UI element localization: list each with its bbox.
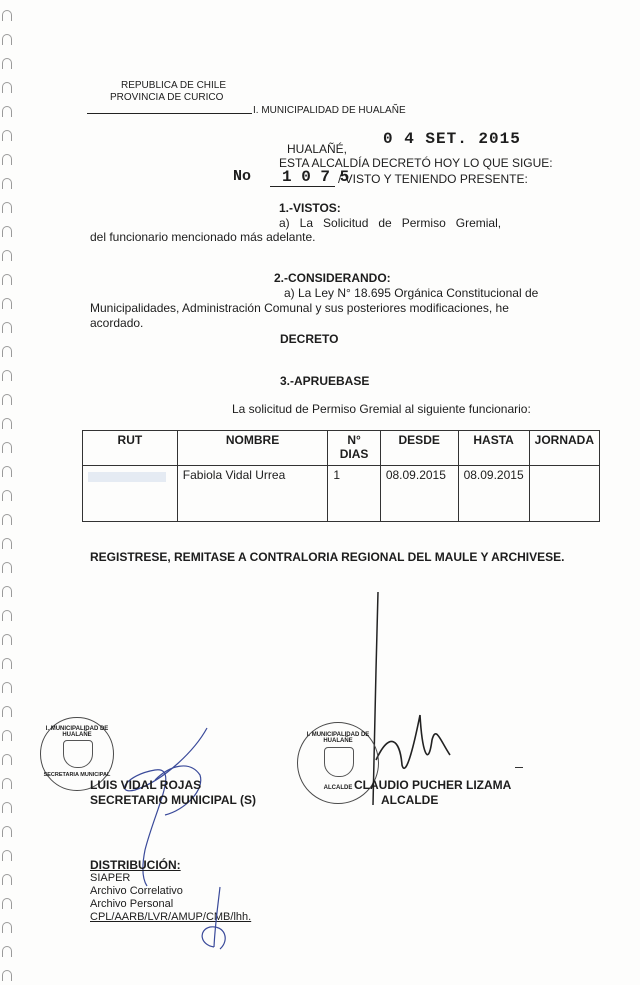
secretario-name: LUIS VIDAL ROJAS (90, 778, 202, 792)
col-dias: N° DIAS (328, 431, 380, 466)
cell-nombre: Fabiola Vidal Urrea (177, 466, 328, 522)
binder-hole (2, 514, 12, 525)
binder-hole (2, 658, 12, 669)
binder-hole (2, 106, 12, 117)
binder-hole (2, 490, 12, 501)
header-country: REPUBLICA DE CHILE (121, 80, 227, 91)
binder-hole (2, 154, 12, 165)
binder-hole (2, 970, 12, 981)
binder-hole (2, 826, 12, 837)
binder-hole (2, 946, 12, 957)
redacted-rut (88, 472, 166, 482)
binder-hole (2, 562, 12, 573)
table-row (83, 466, 600, 522)
binder-hole (2, 202, 12, 213)
considerando-line2: Municipalidades, Administración Comunal y sus posteriores modificaciones, he (90, 301, 509, 315)
col-desde: DESDE (380, 431, 458, 466)
binder-hole (2, 82, 12, 93)
binder-hole (2, 706, 12, 717)
binder-hole (2, 130, 12, 141)
binder-hole (2, 298, 12, 309)
binder-hole (2, 442, 12, 453)
decree-number-rule (270, 186, 335, 187)
binder-hole (2, 682, 12, 693)
distribucion-title: DISTRIBUCIÓN: (90, 858, 181, 872)
binder-holes (0, 0, 14, 985)
alcalde-title: ALCALDE (381, 793, 439, 807)
shield-emblem-icon (324, 747, 354, 777)
binder-hole (2, 898, 12, 909)
binder-hole (2, 778, 12, 789)
apruebase-title: 3.-APRUEBASE (280, 374, 370, 388)
apruebase-text: La solicitud de Permiso Gremial al siguiente funcionario: (232, 402, 531, 416)
considerando-title: 2.-CONSIDERANDO: (274, 271, 391, 285)
cell-hasta: 08.09.2015 (458, 466, 529, 522)
date-stamp: 0 4 SET. 2015 (383, 130, 521, 148)
distribucion-item: Archivo Personal (90, 898, 174, 910)
binder-hole (2, 10, 12, 21)
binder-hole (2, 274, 12, 285)
binder-hole (2, 802, 12, 813)
cell-jornada (529, 466, 599, 522)
binder-hole (2, 610, 12, 621)
considerando-line3: acordado. (90, 316, 144, 330)
cell-rut (83, 466, 178, 522)
decree-no-label: No (233, 168, 252, 185)
funcionario-table (82, 430, 600, 522)
binder-hole (2, 370, 12, 381)
col-hasta: HASTA (458, 431, 529, 466)
binder-hole (2, 874, 12, 885)
dash-mark (515, 767, 523, 768)
header-province: PROVINCIA DE CURICO (110, 92, 224, 103)
initials-scribble (190, 885, 250, 955)
binder-hole (2, 226, 12, 237)
distribucion-item: SIAPER (90, 872, 131, 884)
binder-hole (2, 586, 12, 597)
binder-hole (2, 754, 12, 765)
stamp-right-bottom: ALCALDE (323, 785, 353, 791)
decree-tail: / VISTO Y TENIENDO PRESENTE: (338, 172, 528, 186)
col-jornada: JORNADA (529, 431, 599, 466)
binder-hole (2, 418, 12, 429)
binder-hole (2, 634, 12, 645)
vistos-title: 1.-VISTOS: (279, 201, 341, 215)
cell-desde: 08.09.2015 (380, 466, 458, 522)
binder-hole (2, 178, 12, 189)
binder-hole (2, 34, 12, 45)
table-header-row (83, 431, 600, 466)
col-nombre: NOMBRE (177, 431, 328, 466)
decree-number: 1 0 7 5 (282, 168, 350, 186)
secretario-title: SECRETARIO MUNICIPAL (S) (90, 793, 257, 807)
binder-hole (2, 538, 12, 549)
vistos-line1: a) La Solicitud de Permiso Gremial, (279, 216, 502, 230)
header-municipality: I. MUNICIPALIDAD DE HUALAÑE (253, 105, 406, 116)
stamp-right-top: I. MUNICIPALIDAD DE HUALAÑE (306, 732, 370, 744)
binder-hole (2, 346, 12, 357)
place: HUALAÑÉ, (287, 142, 348, 156)
distribucion-item: CPL/AARB/LVR/AMUP/CMB/lhh. (90, 911, 252, 923)
stamp-left-bottom: SECRETARIA MUNICIPAL (43, 772, 111, 778)
binder-hole (2, 850, 12, 861)
binder-hole (2, 730, 12, 741)
binder-hole (2, 922, 12, 933)
binder-hole (2, 322, 12, 333)
binder-hole (2, 394, 12, 405)
intro-text: ESTA ALCALDÍA DECRETÓ HOY LO QUE SIGUE: (279, 156, 553, 170)
distribucion-item: Archivo Correlativo (90, 885, 183, 897)
binder-hole (2, 466, 12, 477)
col-rut: RUT (83, 431, 178, 466)
binder-hole (2, 250, 12, 261)
binder-hole (2, 58, 12, 69)
shield-emblem-icon (63, 740, 93, 768)
stamp-left-top: I. MUNICIPALIDAD DE HUALAÑE (45, 726, 109, 738)
decreto-heading: DECRETO (280, 332, 339, 346)
alcalde-name: CLAUDIO PUCHER LIZAMA (354, 778, 512, 792)
vistos-line2: del funcionario mencionado más adelante. (90, 230, 316, 244)
considerando-line1: a) La Ley N° 18.695 Orgánica Constitucional de (284, 286, 539, 300)
header-rule (87, 113, 252, 114)
cell-dias: 1 (328, 466, 380, 522)
closing-text: REGISTRESE, REMITASE A CONTRALORIA REGIONAL DEL MAULE Y ARCHIVESE. (90, 550, 565, 564)
